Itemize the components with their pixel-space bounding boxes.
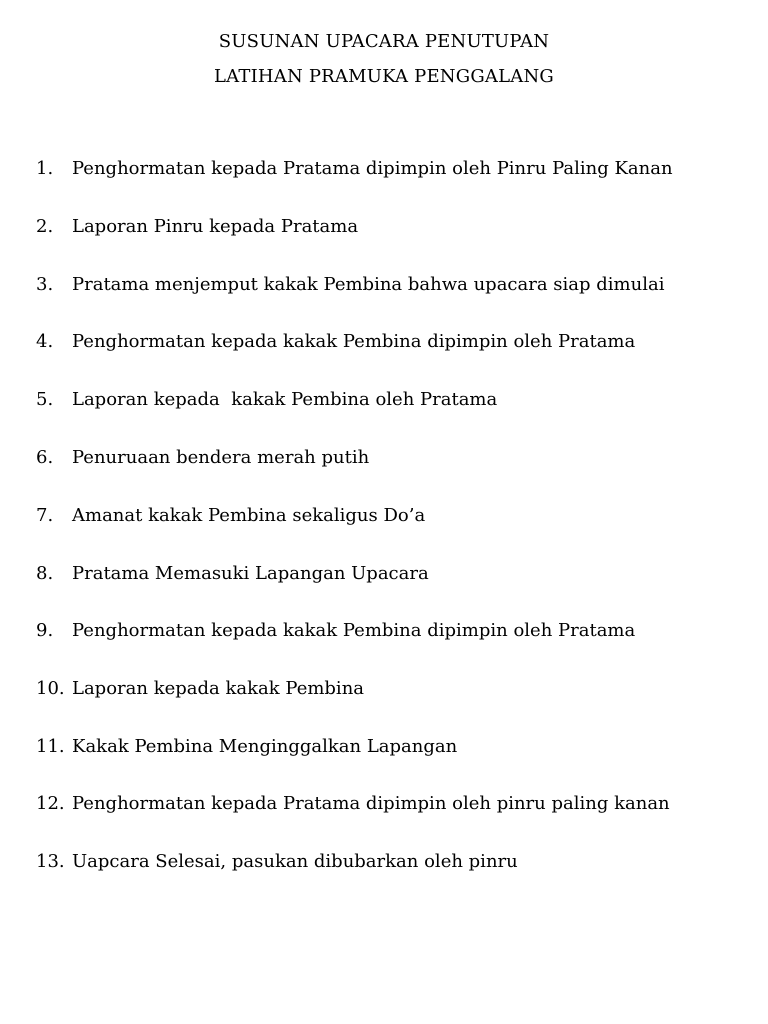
list-item-number: 11. (36, 736, 65, 757)
list-item (36, 389, 736, 411)
list-item-text: Penghormatan kepada kakak Pembina dipimpin oleh Pratama (72, 620, 636, 641)
list-item-number: 1. (36, 158, 54, 179)
list-item (36, 331, 736, 353)
list-item-text: Laporan Pinru kepada Pratama (72, 216, 359, 237)
list-item-number: 5. (36, 389, 54, 410)
list-item (36, 158, 736, 180)
list-item-number: 3. (36, 274, 54, 295)
list-item (36, 793, 736, 815)
list-item-number: 9. (36, 620, 54, 641)
list-item-text: Laporan kepada kakak Pembina (72, 678, 365, 699)
document-title-line-1: SUSUNAN UPACARA PENUTUPAN (218, 31, 550, 52)
list-item-number: 8. (36, 563, 54, 584)
list-item-text: Amanat kakak Pembina sekaligus Do’a (72, 505, 426, 526)
list-item (36, 505, 736, 527)
list-item-number: 10. (36, 678, 65, 699)
list-item-text: Penghormatan kepada Pratama dipimpin oleh Pinru Paling Kanan (72, 158, 673, 179)
list-item (36, 563, 736, 585)
list-item (36, 736, 736, 758)
list-item-number: 13. (36, 851, 65, 872)
list-item (36, 447, 736, 469)
list-item-number: 2. (36, 216, 54, 237)
list-item-text: Laporan kepada kakak Pembina oleh Pratama (72, 389, 498, 410)
list-item (36, 274, 736, 296)
list-item-number: 6. (36, 447, 54, 468)
list-item (36, 620, 736, 642)
list-item-text: Penghormatan kepada Pratama dipimpin oleh pinru paling kanan (72, 793, 670, 814)
list-item-text: Pratama menjemput kakak Pembina bahwa upacara siap dimulai (72, 274, 665, 295)
list-item-text: Penghormatan kepada kakak Pembina dipimpin oleh Pratama (72, 331, 636, 352)
list-item-number: 12. (36, 793, 65, 814)
list-item (36, 678, 736, 700)
list-item-text: Pratama Memasuki Lapangan Upacara (72, 563, 429, 584)
document-title-line-2: LATIHAN PRAMUKA PENGGALANG (214, 66, 554, 87)
list-item-text: Uapcara Selesai, pasukan dibubarkan oleh pinru (72, 851, 518, 872)
list-item (36, 851, 736, 873)
list-item-number: 4. (36, 331, 54, 352)
list-item-number: 7. (36, 505, 54, 526)
list-item (36, 216, 736, 238)
list-item-text: Kakak Pembina Menginggalkan Lapangan (72, 736, 458, 757)
list-item-text: Penuruaan bendera merah putih (72, 447, 370, 468)
